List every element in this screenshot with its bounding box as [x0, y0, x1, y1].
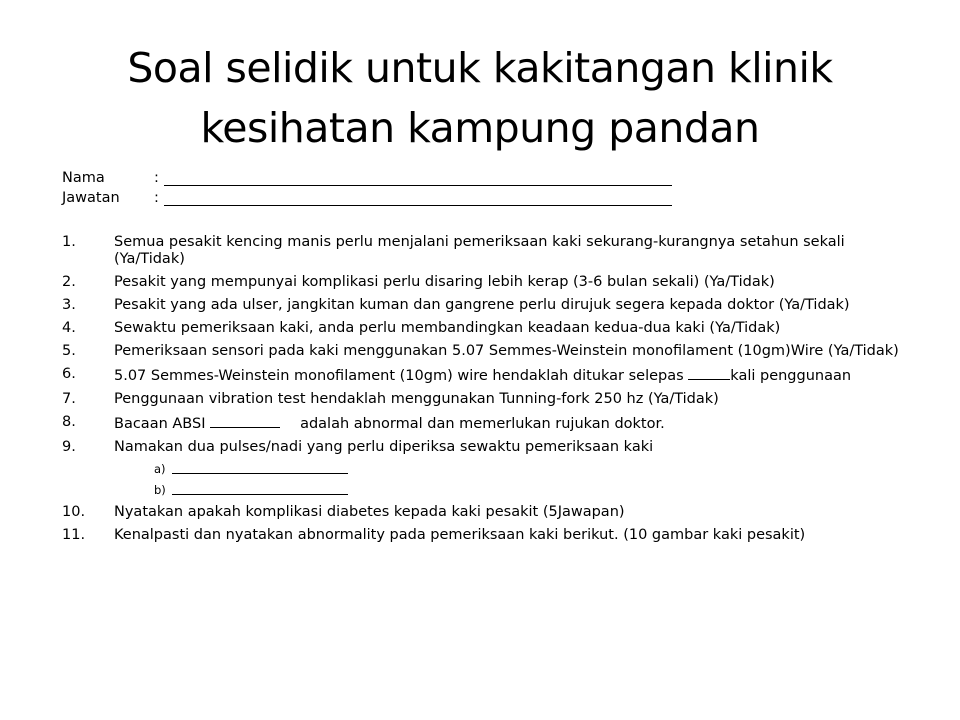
answer-blank[interactable]: [688, 366, 730, 380]
question-text: Kenalpasti dan nyatakan abnormality pada pemeriksaan kaki berikut. (10 gambar kaki pesakit): [114, 527, 806, 543]
question-text-before: Bacaan ABSI: [114, 416, 211, 432]
question-number: 4.: [62, 320, 76, 336]
question-number: 8.: [62, 414, 76, 430]
question-item: [62, 320, 912, 337]
question-text-after: kali penggunaan: [730, 368, 852, 384]
field-label-nama: Nama: [62, 170, 105, 186]
nama-blank-line[interactable]: [164, 170, 672, 186]
question-text: Pesakit yang mempunyai komplikasi perlu disaring lebih kerap (3-6 bulan sekali) (Ya/Tidak): [114, 274, 775, 290]
question-text: Pesakit yang ada ulser, jangkitan kuman dan gangrene perlu dirujuk segera kepada doktor (Ya/Tidak): [114, 297, 850, 313]
field-nama: [62, 170, 912, 190]
question-text-after: adalah abnormal dan memerlukan rujukan doktor.: [300, 416, 665, 432]
question-text: Nyatakan apakah komplikasi diabetes kepada kaki pesakit (5Jawapan): [114, 504, 625, 520]
question-number: 9.: [62, 439, 76, 455]
question-number: 3.: [62, 297, 76, 313]
sub-answer-a: [154, 462, 912, 476]
title-line-1: Soal selidik untuk kakitangan klinik: [127, 44, 833, 92]
question-number: 7.: [62, 391, 76, 407]
question-item: [62, 274, 912, 291]
question-list: [62, 234, 912, 544]
question-number: 6.: [62, 366, 76, 382]
slide-title: [60, 38, 900, 158]
question-text: [114, 414, 912, 433]
question-number: 5.: [62, 343, 76, 359]
field-jawatan: [62, 190, 912, 210]
field-label-jawatan: Jawatan: [62, 190, 120, 206]
jawatan-blank-line[interactable]: [164, 190, 672, 206]
question-item: [62, 527, 912, 544]
question-item: [62, 297, 912, 314]
answer-blank[interactable]: [172, 483, 348, 495]
sub-letter: a): [154, 462, 166, 476]
question-item: [62, 234, 912, 268]
question-number: 1.: [62, 234, 76, 250]
field-colon: :: [154, 190, 159, 206]
spacer: [62, 210, 912, 234]
sub-answer-b: [154, 483, 912, 497]
question-item: [62, 439, 912, 456]
questionnaire-body: [62, 170, 912, 550]
title-line-2: kesihatan kampung pandan: [200, 104, 760, 152]
question-text: Pemeriksaan sensori pada kaki menggunakan 5.07 Semmes-Weinstein monofilament (10gm)Wire (Ya/Tidak): [114, 343, 899, 359]
question-text-before: 5.07 Semmes-Weinstein monofilament (10gm) wire hendaklah ditukar selepas: [114, 368, 689, 384]
question-item: [62, 366, 912, 385]
question-item: [62, 343, 912, 360]
question-text: Namakan dua pulses/nadi yang perlu diperiksa sewaktu pemeriksaan kaki: [114, 439, 654, 455]
question-text: Semua pesakit kencing manis perlu menjalani pemeriksaan kaki sekurang-kurangnya setahun sekali (Ya/Tidak): [114, 234, 845, 267]
answer-blank[interactable]: [172, 462, 348, 474]
question-item: [62, 504, 912, 521]
question-number: 11.: [62, 527, 86, 543]
question-text: [114, 366, 912, 385]
question-number: 2.: [62, 274, 76, 290]
question-number: 10.: [62, 504, 86, 520]
field-colon: :: [154, 170, 159, 186]
question-text: Penggunaan vibration test hendaklah menggunakan Tunning-fork 250 hz (Ya/Tidak): [114, 391, 719, 407]
question-text: Sewaktu pemeriksaan kaki, anda perlu membandingkan keadaan kedua-dua kaki (Ya/Tidak): [114, 320, 781, 336]
question-item: [62, 414, 912, 433]
question-item: [62, 391, 912, 408]
sub-letter: b): [154, 483, 166, 497]
answer-blank[interactable]: [210, 414, 280, 428]
